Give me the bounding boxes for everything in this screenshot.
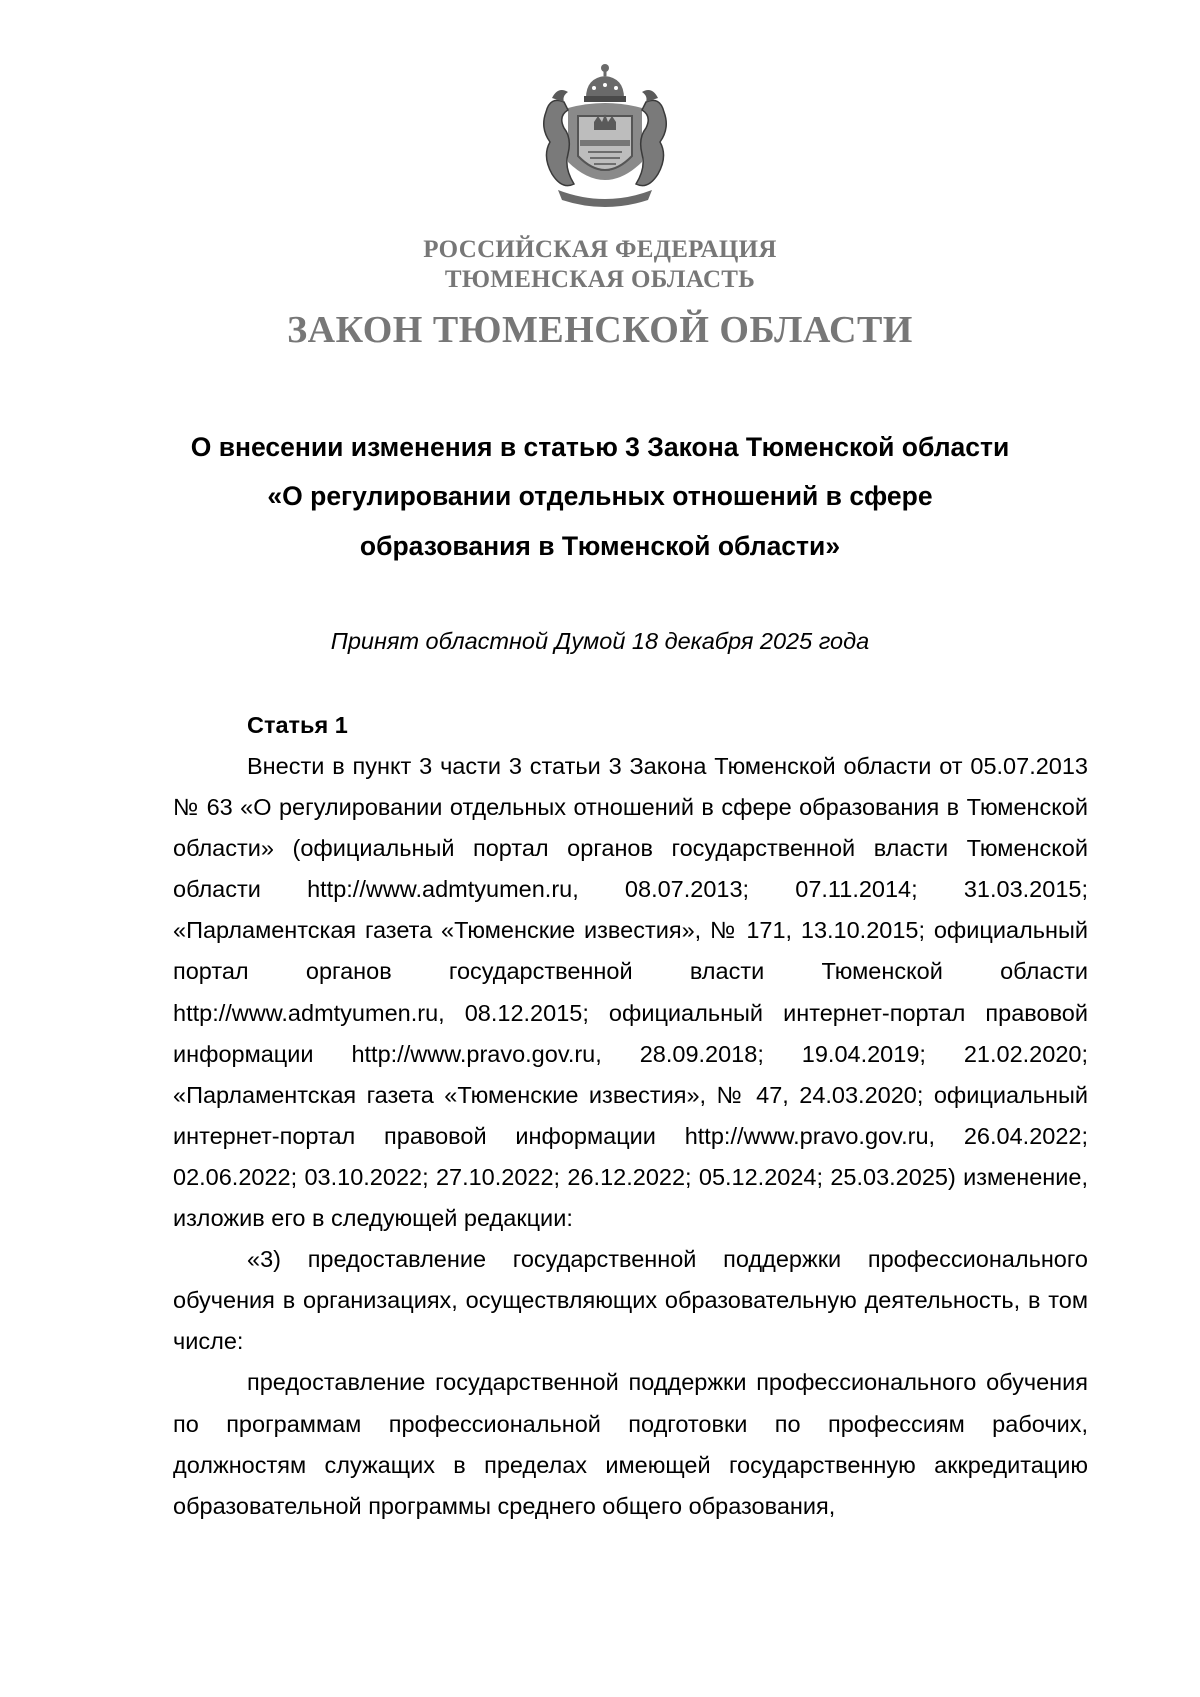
article-paragraph: предоставление государственной поддержки профессионального обучения по программам профессиональной подготовки по профессиям рабочих, должностям служащих в пределах имеющей государственную аккредитацию образовательной программы среднего общего образования,: [173, 1369, 1088, 1519]
article-heading: Статья 1: [247, 712, 348, 738]
region-name: ТЮМЕНСКАЯ ОБЛАСТЬ: [444, 266, 756, 293]
adoption-date-note: Принят областной Думой 18 декабря 2025 года: [330, 628, 870, 654]
article-paragraph: «3) предоставление государственной поддержки профессионального обучения в организациях, осуществляющих образовательную деятельность, в том числе:: [173, 1246, 1088, 1355]
country-name: РОССИЙСКАЯ ФЕДЕРАЦИЯ: [423, 236, 777, 263]
article-body: [173, 746, 1088, 1527]
article-paragraph: Внести в пункт 3 части 3 статьи 3 Закона Тюменской области от 05.07.2013 № 63 «О регулировании отдельных отношений в сфере образования в Тюменской области» (официальный портал органов государственной власти Тюменской области http://www.admtyumen.ru, 08.07.2013; 07.11.2014; 31.03.2015; «Парламентская газета «Тюменские известия», № 171, 13.10.2015; официальный портал органов государственной власти Тюменской области http://www.admtyumen.ru, 08.12.2015; официальный интернет-портал правовой информации http://www.pravo.gov.ru, 28.09.2018; 19.04.2019; 21.02.2020; «Парламентская газета «Тюменские известия», № 47, 24.03.2020; официальный интернет-портал правовой информации http://www.pravo.gov.ru, 26.04.2022; 02.06.2022; 03.10.2022; 27.10.2022; 26.12.2022; 05.12.2024; 25.03.2025) изменение, изложив его в следующей редакции:: [173, 753, 1088, 1232]
law-title-line-3: образования в Тюменской области»: [359, 531, 841, 561]
law-title-line-2: «О регулировании отдельных отношений в сфере: [267, 481, 933, 511]
document-type: ЗАКОН ТЮМЕНСКОЙ ОБЛАСТИ: [287, 309, 913, 351]
law-title-line-1: О внесении изменения в статью 3 Закона Тюменской области: [190, 432, 1010, 462]
coat-of-arms-icon: [528, 58, 682, 210]
